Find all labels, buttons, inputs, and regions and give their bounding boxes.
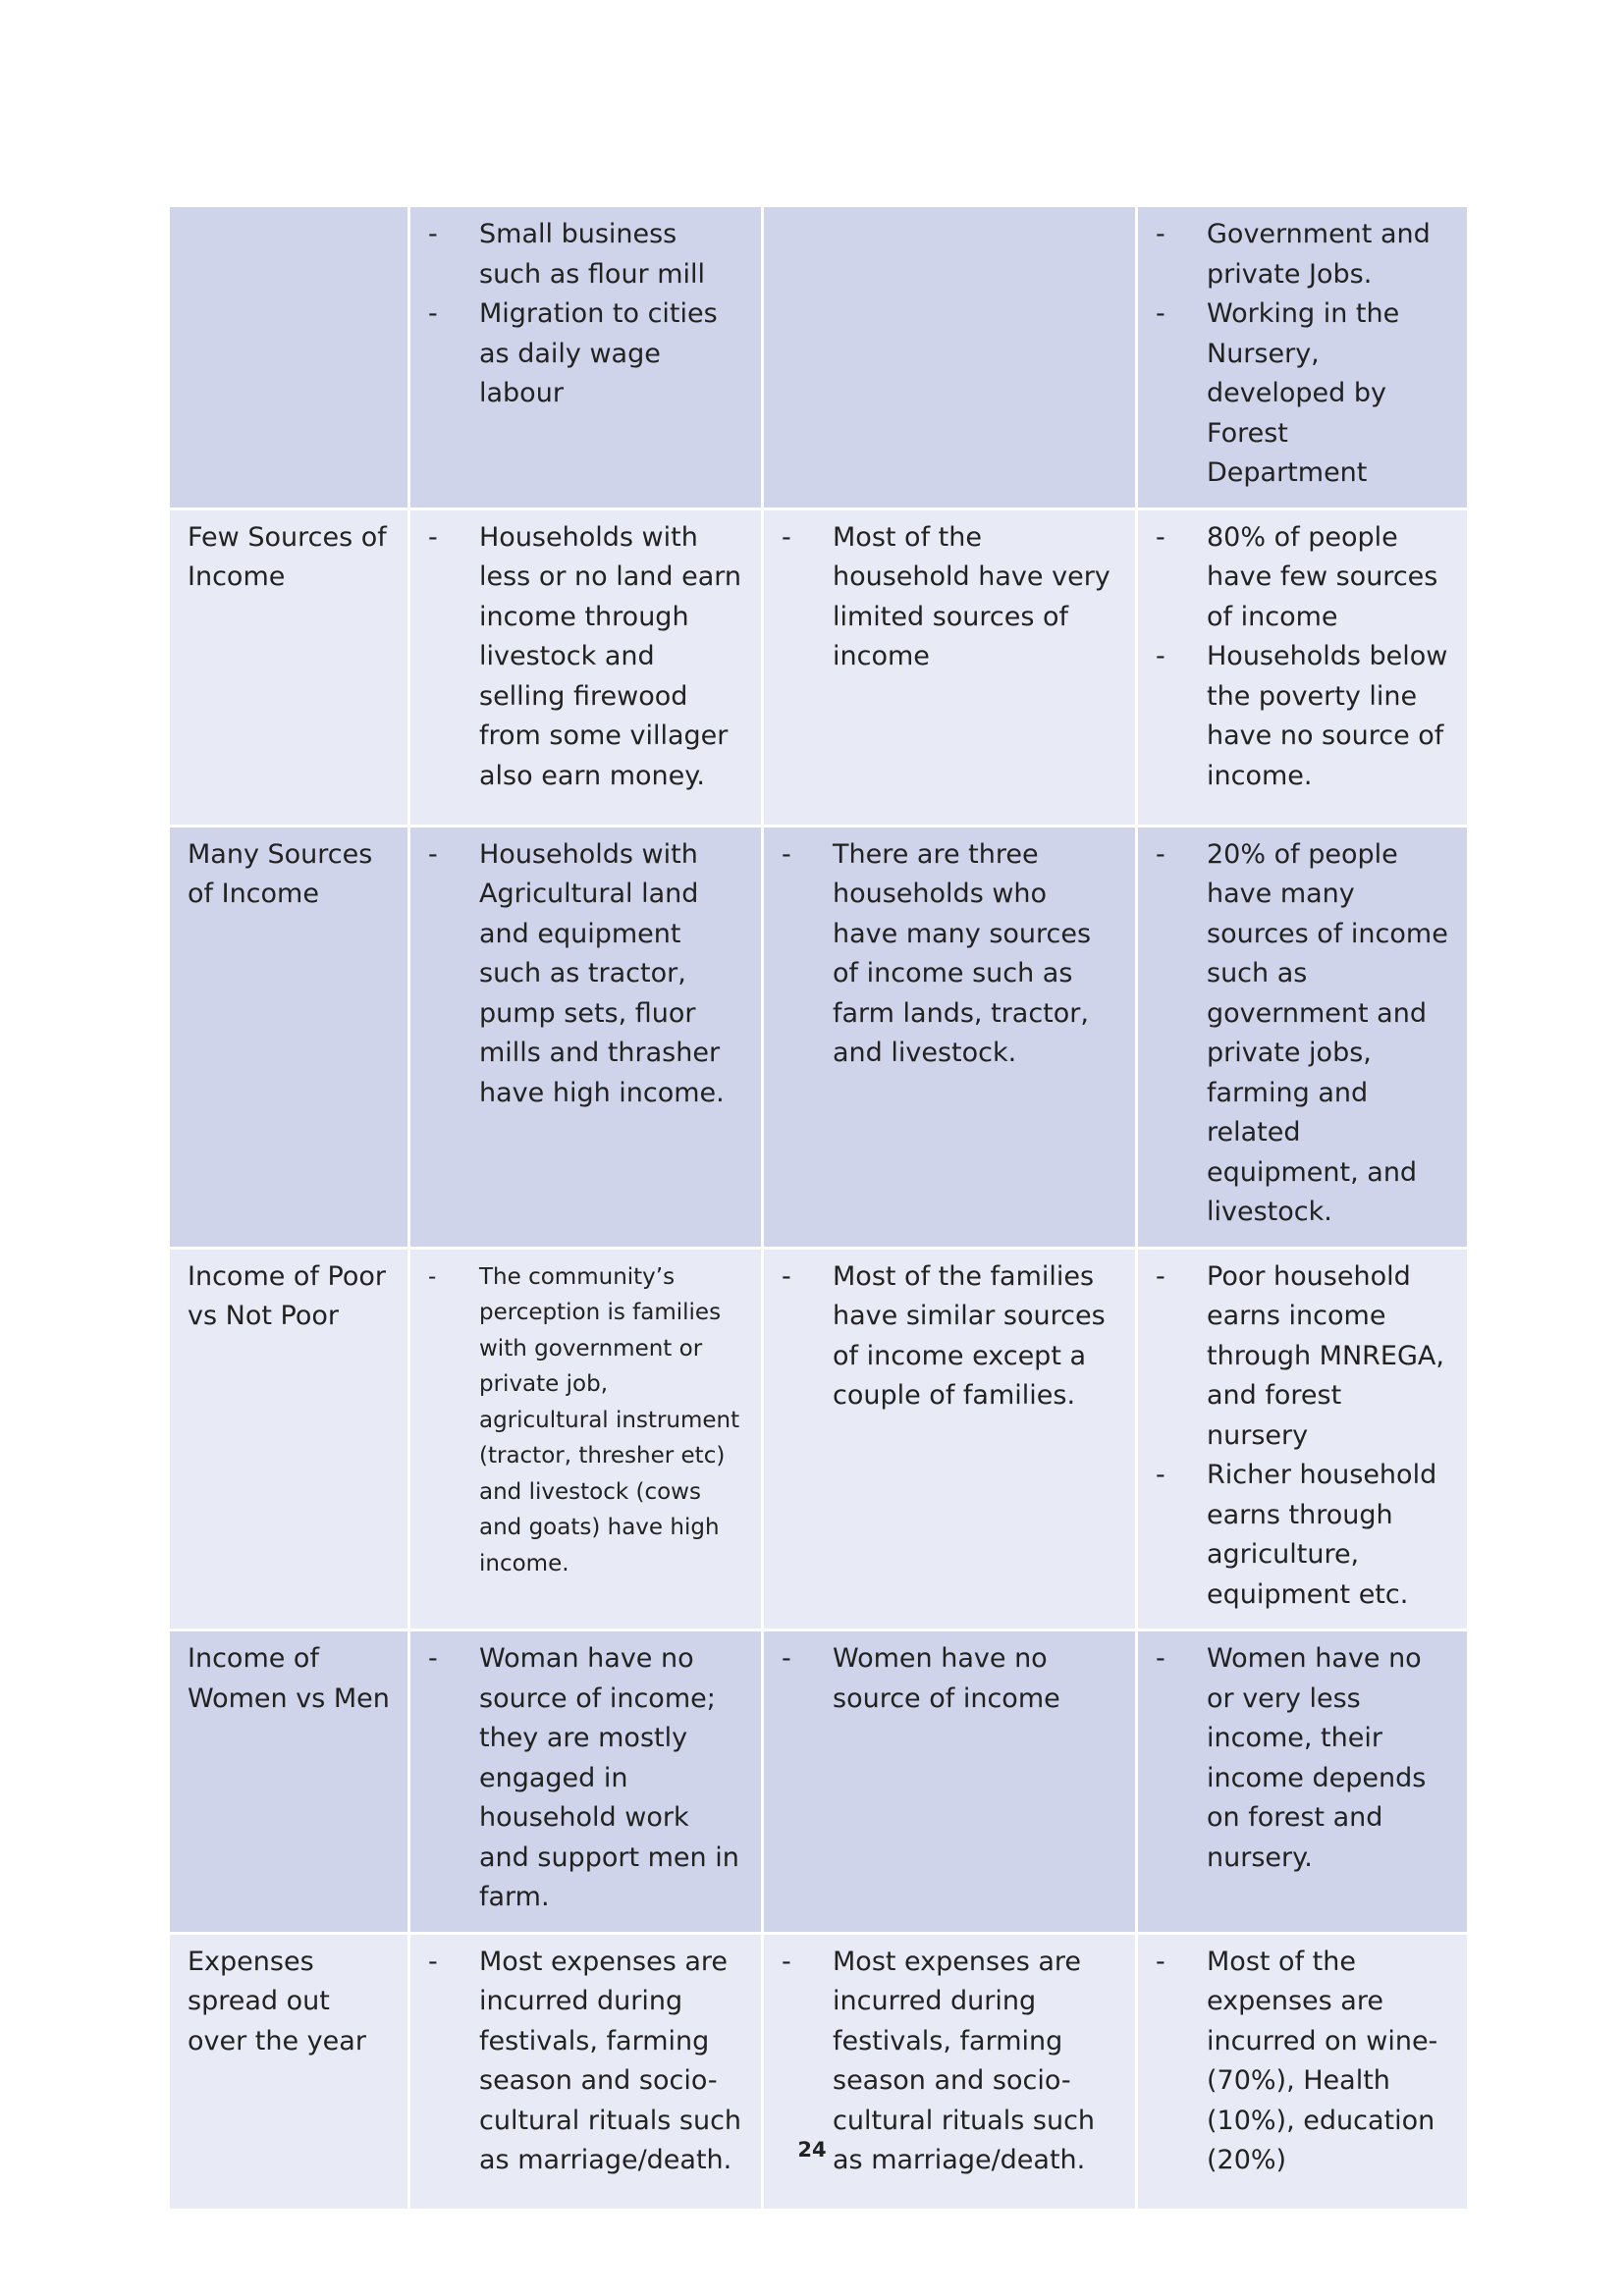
list-item: - Most expenses are incurred during festivals, farming season and socio-cultural rituals such as marriage/death. (782, 1943, 1117, 2181)
table-cell (763, 1248, 1137, 1630)
table-cell (763, 508, 1137, 826)
table-cell (409, 1248, 763, 1630)
list-item: - Most expenses are incurred during festivals, farming season and socio-cultural rituals such as marriage/death. (428, 1943, 743, 2181)
list-item: - Most of the expenses are incurred on wine-(70%), Health (10%), education (20%) (1156, 1943, 1449, 2181)
list-item: - The community’s perception is families with government or private job, agricultural instrument (tractor, thresher etc) and livestock (cows and goats) have high income. (428, 1259, 743, 1582)
list-item: - Poor household earns income through MNREGA, and forest nursery (1156, 1257, 1449, 1457)
income-sources-table (167, 204, 1470, 2212)
row-label-text: Expenses spread out over the year (188, 1946, 366, 2056)
table-cell (409, 206, 763, 509)
table-cell (1137, 1630, 1469, 1934)
row-label (169, 826, 409, 1248)
list-item: - Working in the Nursery, developed by Forest Department (1156, 294, 1449, 494)
row-label (169, 1933, 409, 2210)
list-item: - There are three households who have many sources of income such as farm lands, tractor, and livestock. (782, 835, 1117, 1074)
bullet-list (782, 1639, 1117, 1719)
table-cell (1137, 1248, 1469, 1630)
bullet-list (428, 215, 743, 414)
table-row (169, 206, 1469, 509)
table-row (169, 1630, 1469, 1934)
bullet-list (782, 835, 1117, 1074)
table-cell (1137, 826, 1469, 1248)
table-cell (763, 1933, 1137, 2210)
table-cell (409, 508, 763, 826)
table-cell (409, 1630, 763, 1934)
bullet-list (1156, 518, 1449, 797)
list-item: - Woman have no source of income; they are mostly engaged in household work and support men in farm. (428, 1639, 743, 1918)
list-item: - Women have no or very less income, their income depends on forest and nursery. (1156, 1639, 1449, 1878)
row-label-text: Few Sources of Income (188, 521, 387, 592)
list-item: - 80% of people have few sources of income (1156, 518, 1449, 638)
list-item: - Migration to cities as daily wage labour (428, 294, 743, 414)
table-cell (409, 1933, 763, 2210)
row-label (169, 508, 409, 826)
table-row (169, 1933, 1469, 2210)
table-cell (1137, 508, 1469, 826)
list-item: - Most of the families have similar sources of income except a couple of families. (782, 1257, 1117, 1416)
list-item: - Households below the poverty line have no source of income. (1156, 637, 1449, 796)
list-item: - Small business such as flour mill (428, 215, 743, 294)
list-item: - 20% of people have many sources of income such as government and private jobs, farming and related equipment, and livestock. (1156, 835, 1449, 1233)
bullet-list (428, 835, 743, 1114)
row-label (169, 1248, 409, 1630)
table-row (169, 1248, 1469, 1630)
row-label-text: Many Sources of Income (188, 838, 373, 909)
bullet-list (428, 518, 743, 797)
bullet-list (1156, 215, 1449, 494)
list-item: - Women have no source of income (782, 1639, 1117, 1719)
list-item: - Government and private Jobs. (1156, 215, 1449, 294)
list-item: - Most of the household have very limited sources of income (782, 518, 1117, 677)
row-label (169, 206, 409, 509)
row-label-text: Income of Poor vs Not Poor (188, 1260, 386, 1331)
table-row (169, 508, 1469, 826)
bullet-list (782, 1257, 1117, 1416)
list-item: - Households with Agricultural land and equipment such as tractor, pump sets, fluor mills and thrasher have high income. (428, 835, 743, 1114)
list-item: - Richer household earns through agriculture, equipment etc. (1156, 1456, 1449, 1615)
row-label-text: Income of Women vs Men (188, 1643, 390, 1714)
bullet-list (782, 518, 1117, 677)
table-cell (409, 826, 763, 1248)
table-cell (763, 826, 1137, 1248)
table-cell (1137, 1933, 1469, 2210)
table-cell (763, 1630, 1137, 1934)
table-cell (763, 206, 1137, 509)
table-row (169, 826, 1469, 1248)
bullet-list (1156, 1257, 1449, 1616)
table-cell (1137, 206, 1469, 509)
bullet-list (1156, 835, 1449, 1233)
page-number: 24 (797, 2138, 827, 2162)
bullet-list (428, 1639, 743, 1918)
list-item: - Households with less or no land earn income through livestock and selling firewood from some villager also earn money. (428, 518, 743, 797)
row-label (169, 1630, 409, 1934)
bullet-list (1156, 1639, 1449, 1878)
bullet-list (428, 1257, 743, 1582)
